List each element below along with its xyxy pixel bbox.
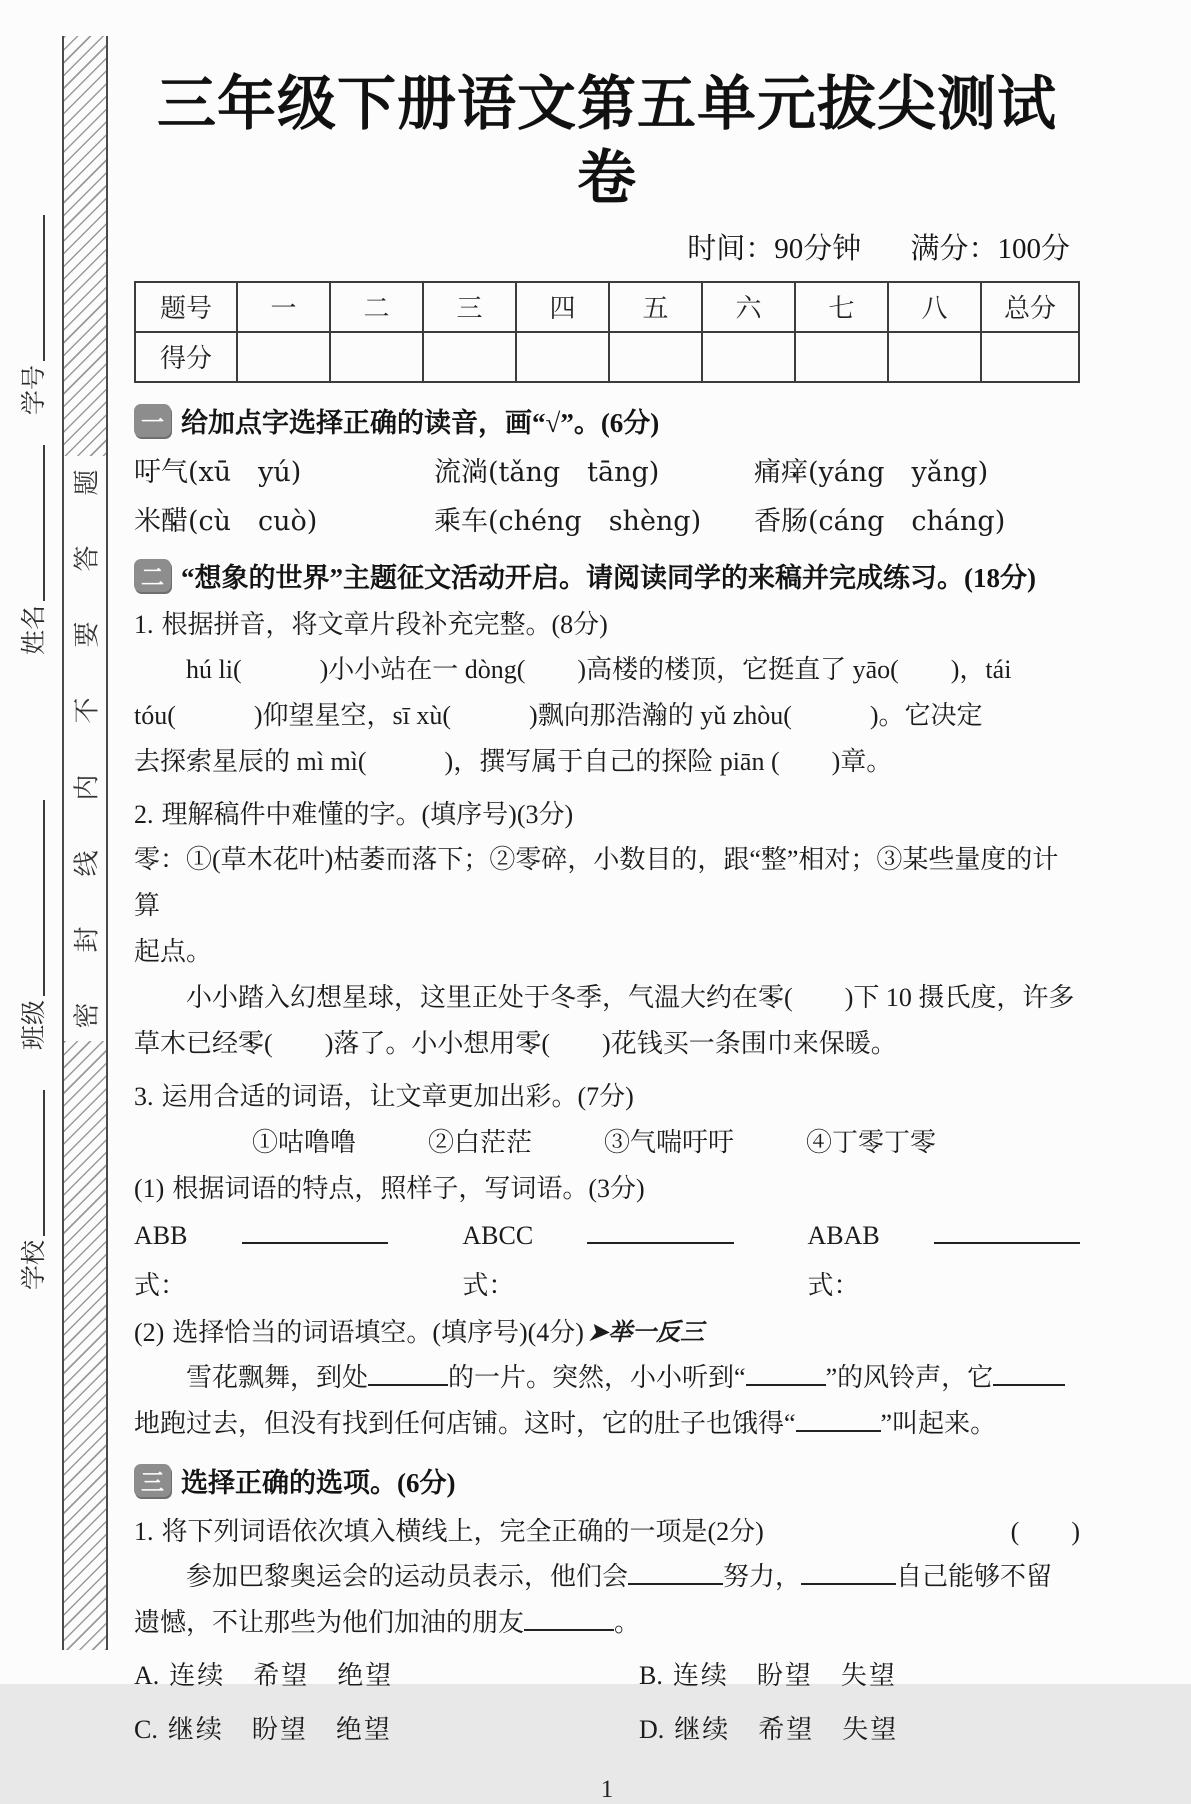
class-label: 班级 xyxy=(21,999,48,1050)
word-bank xyxy=(134,1119,1080,1167)
cloze-sentence-line: 遗憾，不让那些为他们加油的朋友 。 xyxy=(134,1600,1080,1646)
option-b xyxy=(639,1656,1080,1696)
section-2-header xyxy=(134,556,1080,595)
seal-char: 要 xyxy=(72,621,102,648)
score-cell xyxy=(981,332,1079,382)
word-bank-item: ④丁零丁零 xyxy=(806,1127,937,1157)
school-label: 学校 xyxy=(21,1239,48,1290)
pattern-writing-blank xyxy=(587,1216,733,1244)
pinyin-passage-line: hú li( )小小站在一 dòng( )高楼的楼顶，它挺直了 yāo( )，tái xyxy=(134,654,1012,684)
seal-hatch-bottom xyxy=(64,1041,106,1650)
score-table-header-cell: 题号 xyxy=(135,282,237,332)
section-2-title: “想象的世界”主题征文活动开启。请阅读同学的来稿并完成练习。(18分) xyxy=(181,562,1036,593)
pinyin-word-item xyxy=(754,501,1080,542)
pinyin-options: (cáng cháng) xyxy=(808,505,1006,537)
option-letter: D. xyxy=(639,1714,665,1744)
score-table-header-row xyxy=(135,282,1079,332)
word-text: 痛 xyxy=(754,456,781,487)
score-cell xyxy=(423,332,516,382)
pattern-label: ABB 式： xyxy=(134,1220,188,1300)
student-name-writing-line xyxy=(41,445,45,601)
question-number: 1. xyxy=(134,1516,154,1546)
score-cell xyxy=(237,332,330,382)
pinyin-word-item xyxy=(434,452,754,493)
page-number: 1 xyxy=(600,1775,614,1803)
option-d xyxy=(639,1710,1080,1750)
score-table-header-cell: 七 xyxy=(795,282,888,332)
seal-char: 题 xyxy=(72,469,102,496)
score-table-header-cell: 八 xyxy=(888,282,981,332)
question-number: 2. xyxy=(134,799,154,829)
pattern-label: ABCC 式： xyxy=(462,1220,534,1300)
score-table-header-cell: 三 xyxy=(423,282,516,332)
student-id-label: 学号 xyxy=(21,364,48,415)
question-text: 运用合适的词语，让文章更加出彩。(7分) xyxy=(161,1081,634,1111)
seal-char: 密 xyxy=(72,1002,102,1029)
pinyin-choice-grid xyxy=(134,452,1080,542)
student-name-label: 姓名 xyxy=(21,604,48,655)
subquestion-text: 根据词语的特点，照样子，写词语。(3分) xyxy=(172,1173,645,1203)
dotted-char: 吁 • xyxy=(134,457,161,487)
subquestion-2-3-2 xyxy=(134,1311,1080,1355)
seal-char: 内 xyxy=(72,774,102,801)
answer-bracket: ( ) xyxy=(1010,1516,1080,1546)
class-writing-line xyxy=(41,800,45,996)
pinyin-options: (cù cuò) xyxy=(188,505,318,537)
section-1-badge: 一 xyxy=(134,404,171,437)
seal-char: 封 xyxy=(72,926,102,953)
fill-blank-line: 雪花飘舞，到处 的一片。突然，小小听到“ ”的风铃声，它 xyxy=(134,1355,1080,1401)
score-cell xyxy=(702,332,795,382)
score-table-header-cell: 六 xyxy=(702,282,795,332)
pinyin-options: (yáng yǎng) xyxy=(808,456,989,488)
dotted-char: 肠 • xyxy=(781,506,808,536)
pattern-item xyxy=(134,1211,388,1311)
seal-hatch-top xyxy=(64,36,106,456)
question-number: 3. xyxy=(134,1081,154,1111)
school-field xyxy=(14,1090,50,1290)
word-text: 米 xyxy=(134,505,161,536)
option-text: 继续 希望 失望 xyxy=(674,1714,899,1744)
cloze-sentence-line: 参加巴黎奥运会的运动员表示，他们会 努力， 自己能够不留 xyxy=(134,1554,1080,1600)
score-cell xyxy=(888,332,981,382)
section-3-header xyxy=(134,1461,1080,1500)
section-3-badge: 三 xyxy=(134,1464,171,1497)
section-1-header xyxy=(134,401,1080,440)
score-cell xyxy=(330,332,423,382)
fill-blank-line: 地跑过去，但没有找到任何店铺。这时，它的肚子也饿得“ ”叫起来。 xyxy=(134,1401,1080,1447)
score-cell xyxy=(795,332,888,382)
word-bank-item: ①咕噜噜 xyxy=(252,1127,357,1157)
skill-tag: ➤举一反三 xyxy=(587,1319,705,1346)
context-paragraph-line: 草木已经零 •( )落了。小小想用零 •( )花钱买一条围巾来保暖。 xyxy=(134,1021,1080,1067)
score-table-header-cell: 总分 xyxy=(981,282,1079,332)
question-3-1 xyxy=(134,1510,1080,1554)
student-name-field xyxy=(14,445,50,655)
school-writing-line xyxy=(41,1090,45,1236)
seal-char: 不 xyxy=(72,697,102,724)
pinyin-passage-line: tóu( )仰望星空，sī xù( )飘向那浩瀚的 yǔ zhòu( )。它决定 xyxy=(134,700,983,730)
section-2-badge: 二 xyxy=(134,559,171,592)
option-text: 连续 希望 绝望 xyxy=(169,1660,394,1690)
question-text: 理解稿件中难懂的字。(填序号)(3分) xyxy=(161,799,574,829)
word-text: 车 xyxy=(461,505,488,536)
pattern-item xyxy=(462,1211,733,1311)
section-3-title: 选择正确的选项。(6分) xyxy=(181,1467,456,1498)
question-text: 根据拼音，将文章片段补充完整。(8分) xyxy=(161,609,608,639)
exam-meta xyxy=(134,226,1080,267)
option-a xyxy=(134,1656,639,1696)
seal-line-text xyxy=(64,464,106,1034)
question-2-2 xyxy=(134,793,1080,837)
question-text: 将下列词语依次填入横线上，完全正确的一项是(2分) xyxy=(161,1516,764,1546)
word-text: 香 xyxy=(754,505,781,536)
question-2-3 xyxy=(134,1075,1080,1119)
dotted-char: 痒 • xyxy=(781,457,808,487)
pinyin-word-item xyxy=(134,452,434,493)
dotted-char: 醋 • xyxy=(161,506,188,536)
seal-char: 答 xyxy=(72,545,102,572)
pinyin-word-item xyxy=(754,452,1080,493)
subquestion-number: (2) xyxy=(134,1317,165,1347)
full-score: 满分：100分 xyxy=(910,232,1070,265)
option-c xyxy=(134,1710,639,1750)
score-cell xyxy=(609,332,702,382)
pinyin-options: (xū yú) xyxy=(188,456,302,488)
question-2-1 xyxy=(134,603,1080,647)
pinyin-options: (chéng shèng) xyxy=(488,505,702,537)
word-bank-item: ②白茫茫 xyxy=(428,1127,533,1157)
pinyin-word-item xyxy=(134,501,434,542)
option-text: 连续 盼望 失望 xyxy=(672,1660,897,1690)
class-field xyxy=(14,800,50,1050)
option-letter: B. xyxy=(639,1660,663,1690)
dotted-char: 乘 • xyxy=(434,506,461,536)
seal-line-strip xyxy=(62,36,108,1650)
pinyin-passage-line: 去探索星辰的 mì mì( )，撰写属于自己的探险 piān ( )章。 xyxy=(134,746,893,776)
student-id-writing-line xyxy=(41,215,45,361)
pinyin-options: (tǎng tāng) xyxy=(488,456,660,488)
option-text: 继续 盼望 绝望 xyxy=(167,1714,392,1744)
score-row-label: 得分 xyxy=(135,332,237,382)
option-letter: C. xyxy=(134,1714,158,1744)
word-text: 气 xyxy=(161,456,188,487)
seal-char: 线 xyxy=(72,850,102,877)
options-grid xyxy=(134,1656,1080,1750)
option-letter: A. xyxy=(134,1660,160,1690)
score-table-score-row xyxy=(135,332,1079,382)
score-table-header-cell: 四 xyxy=(516,282,609,332)
score-table-header-cell: 五 xyxy=(609,282,702,332)
definition-line: 零：①(草木花叶)枯萎而落下；②零碎，小数目的，跟“整”相对；③某些量度的计算 xyxy=(134,844,1059,920)
score-cell xyxy=(516,332,609,382)
pattern-blanks-row xyxy=(134,1211,1080,1311)
main-content xyxy=(134,0,1080,1804)
subquestion-2-3-1 xyxy=(134,1167,1080,1211)
time-limit: 时间：90分钟 xyxy=(687,232,862,265)
pinyin-word-item xyxy=(434,501,754,542)
pattern-item xyxy=(808,1211,1081,1311)
subquestion-number: (1) xyxy=(134,1173,165,1203)
score-table-header-cell: 一 xyxy=(237,282,330,332)
question-number: 1. xyxy=(134,609,154,639)
score-table xyxy=(134,281,1080,383)
pattern-writing-blank xyxy=(242,1216,388,1244)
pattern-writing-blank xyxy=(934,1216,1080,1244)
subquestion-text: 选择恰当的词语填空。(填序号)(4分) xyxy=(172,1317,584,1347)
pattern-label: ABAB 式： xyxy=(807,1220,880,1300)
dotted-char: 淌 • xyxy=(461,457,488,487)
page-title: 三年级下册语文第五单元拔尖测试卷 xyxy=(156,71,1057,211)
score-table-header-cell: 二 xyxy=(330,282,423,332)
word-text: 流 xyxy=(434,456,461,487)
context-paragraph-line: 小小踏入幻想星球，这里正处于冬季，气温大约在零 •( )下 10 摄氏度，许多 xyxy=(134,975,1080,1021)
word-bank-item: ③气喘吁吁 xyxy=(604,1127,735,1157)
definition-line: 起点。 xyxy=(134,936,213,966)
section-1-title: 给加点字选择正确的读音，画“√”。(6分) xyxy=(181,407,660,438)
student-id-field xyxy=(14,215,50,415)
